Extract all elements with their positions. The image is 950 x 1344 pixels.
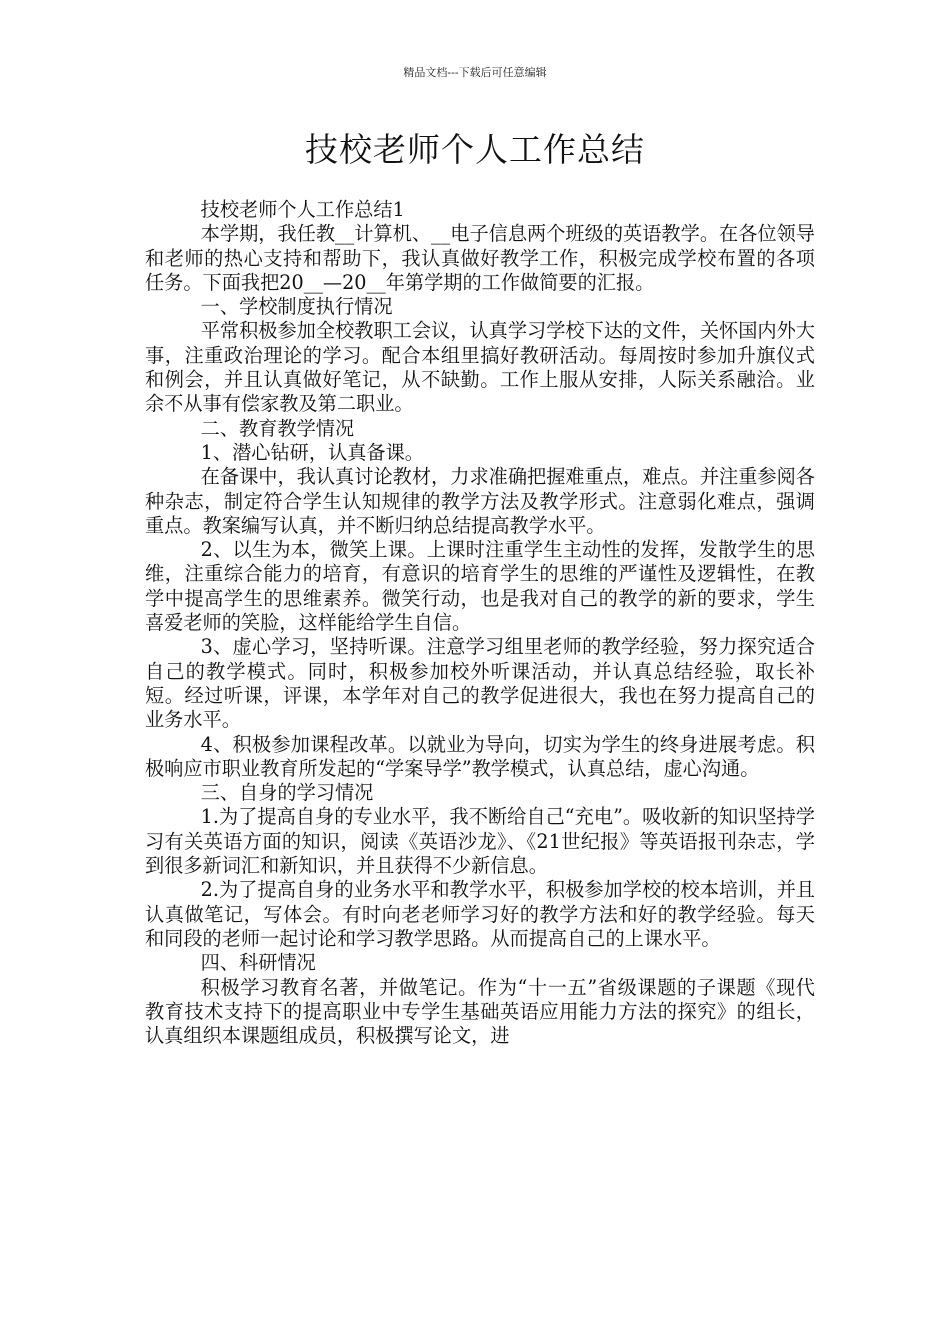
- document-body: [145, 198, 815, 1048]
- paragraph: 4、积极参加课程改革。以就业为导向，切实为学生的终身进展考虑。积极响应市职业教育所发起的“学案导学”教学模式，认真总结，虚心沟通。: [145, 732, 815, 780]
- paragraph: 1.为了提高自身的专业水平，我不断给自己“充电”。吸收新的知识坚持学习有关英语方面的知识，阅读《英语沙龙》、《21世纪报》等英语报刊杂志，学到很多新词汇和新知识，并且获得不少新信息。: [145, 805, 815, 878]
- paragraph: 积极学习教育名著，并做笔记。作为“十一五”省级课题的子课题《现代教育技术支持下的提高职业中专学生基础英语应用能力方法的探究》的组长，认真组织本课题组成员，积极撰写论文，进: [145, 975, 815, 1048]
- paragraph: 2.为了提高自身的业务水平和教学水平，积极参加学校的校本培训，并且认真做笔记，写体会。有时向老老师学习好的教学方法和好的教学经验。每天和同段的老师一起讨论和学习教学思路。从而提高自己的上课水平。: [145, 878, 815, 950]
- section-heading: 一、学校制度执行情况: [200, 295, 393, 319]
- paragraph: 本学期，我任教__计算机、__电子信息两个班级的英语教学。在各位领导和老师的热心支持和帮助下，我认真做好教学工作，积极完成学校布置的各项任务。下面我把20__—20__年第学期的工作做简要的汇报。: [145, 222, 815, 294]
- paragraph: 在备课中，我认真讨论教材，力求准确把握难重点，难点。并注重参阅各种杂志，制定符合学生认知规律的教学方法及教学形式。注意弱化难点，强调重点。教案编写认真，并不断归纳总结提高教学水平。: [145, 465, 815, 537]
- header-note: 精品文档---下载后可任意编辑: [403, 66, 547, 79]
- paragraph: 2、以生为本，微笑上课。上课时注重学生主动性的发挥，发散学生的思维，注重综合能力的培育，有意识的培育学生的思维的严谨性及逻辑性，在教学中提高学生的思维素养。微笑行动，也是我对自己的教学的新的要求，学生喜爱老师的笑脸，这样能给学生自信。: [145, 538, 815, 635]
- document-title: 技校老师个人工作总结: [305, 130, 645, 169]
- section-heading: 二、教育教学情况: [200, 416, 355, 440]
- paragraph: 平常积极参加全校教职工会议，认真学习学校下达的文件，关怀国内外大事，注重政治理论的学习。配合本组里搞好教研活动。每周按时参加升旗仪式和例会，并且认真做好笔记，从不缺勤。工作上服从安排，人际关系融洽。业余不从事有偿家教及第二职业。: [145, 319, 815, 416]
- section-heading: 四、科研情况: [200, 951, 316, 975]
- subtitle-line: 技校老师个人工作总结1: [200, 198, 405, 221]
- section-heading: 三、自身的学习情况: [200, 781, 374, 805]
- paragraph: 1、潜心钻研，认真备课。: [200, 440, 424, 464]
- paragraph: 3、虚心学习，坚持听课。注意学习组里老师的教学经验，努力探究适合自己的教学模式。同时，积极参加校外听课活动，并认真总结经验，取长补短。经过听课，评课，本学年对自己的教学促进很大，我也在努力提高自己的业务水平。: [145, 635, 815, 732]
